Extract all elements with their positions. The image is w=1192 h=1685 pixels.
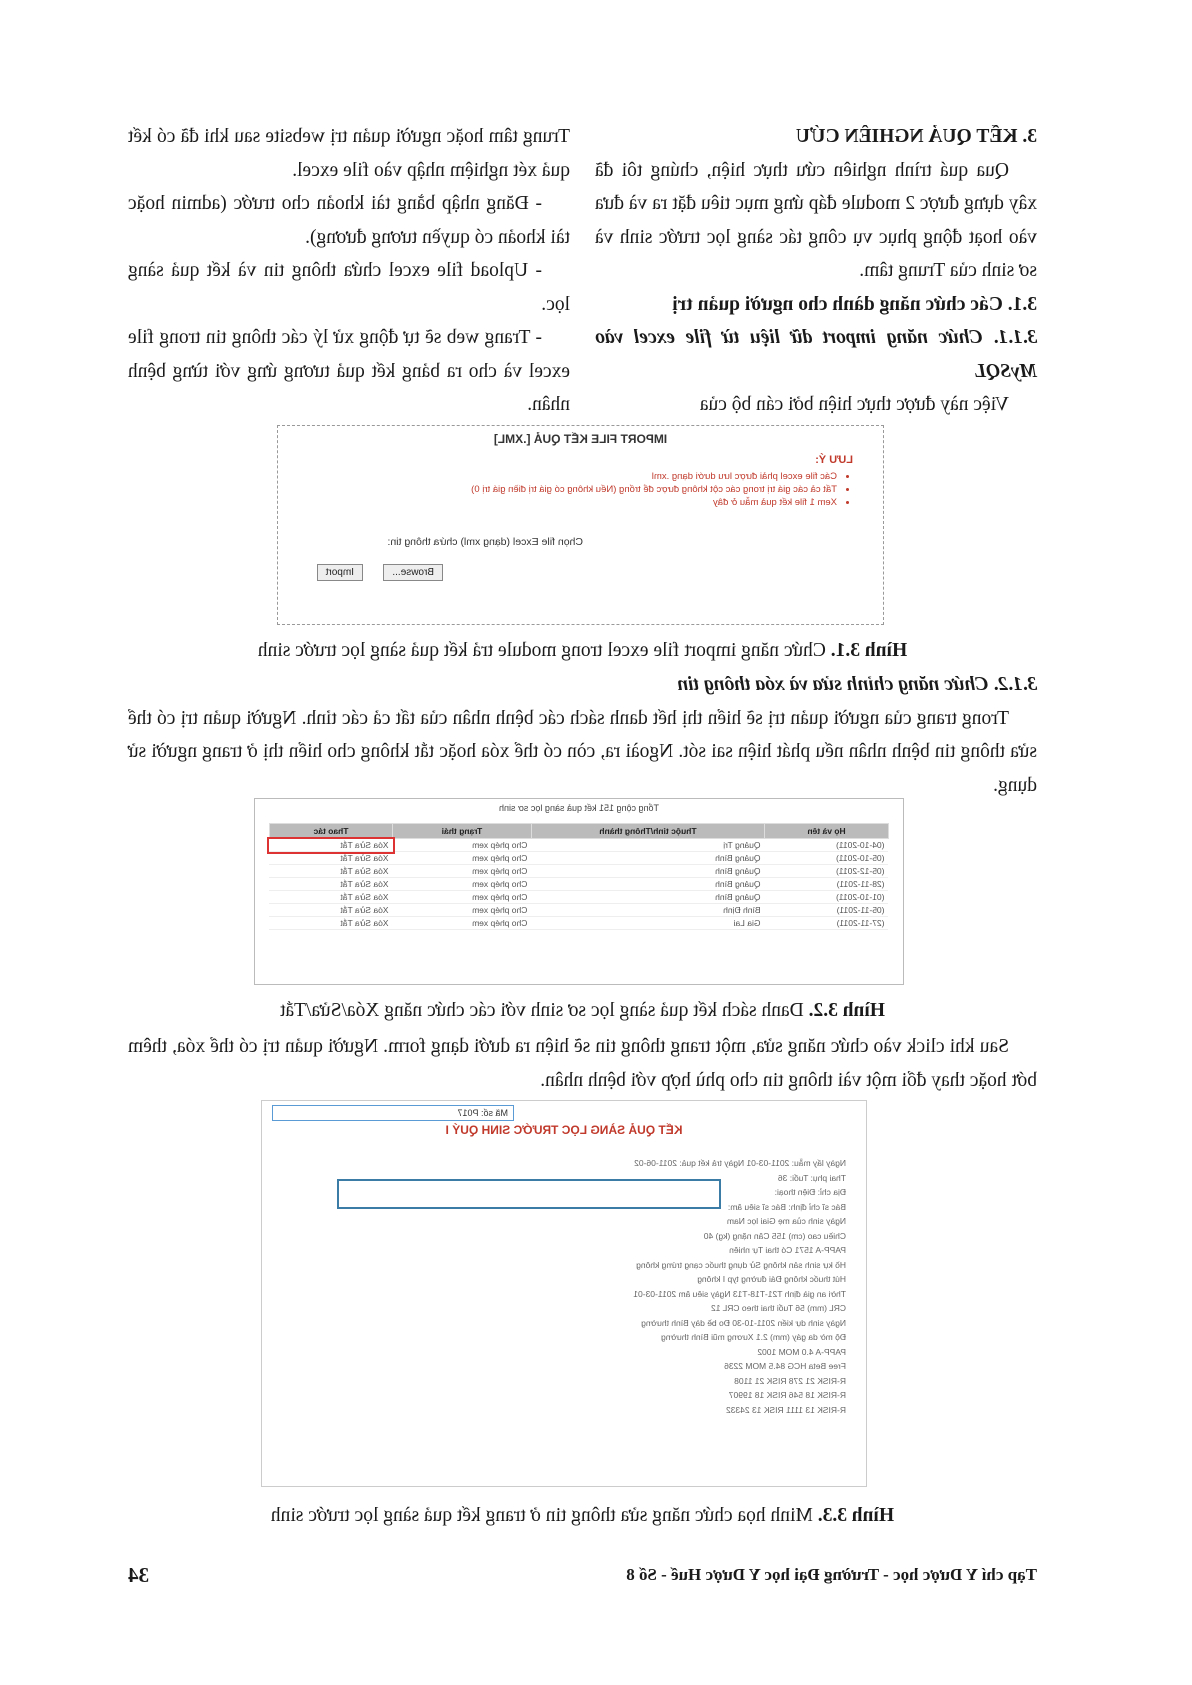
form-row: PAPP-A 1571 Có thai Tự nhiên <box>729 1245 846 1255</box>
figure-caption <box>128 640 1037 662</box>
bullet: - Trang web sẽ tự động xử lý các thông tin trong file excel và cho ra bảng kết quả tương ứng với từng bệnh nhân. <box>128 327 570 415</box>
form-row: Thời an già định T21-T18-T13 Ngày siêu âm 2011-03-01 <box>633 1288 846 1299</box>
column-header: Trạng thái <box>393 824 532 839</box>
cell: Bình Định <box>531 904 764 917</box>
figure-edit-form <box>261 1100 867 1487</box>
form-title: KẾT QUẢ SÀNG LỌC TRƯỚC SINH QUÝ I <box>445 1123 683 1137</box>
caption-text: Minh họa chức năng sửa thông tin ở trang kết quả sàng lọc trước sinh <box>270 1505 818 1526</box>
form-row: Ngày sinh dự kiến 2011-10-30 Đo bề dày Bình thường <box>641 1317 846 1328</box>
form-row: Độ mờ da gáy (mm) 2.1 Xương mũi Bình thường <box>661 1332 846 1342</box>
form-row: Địa chỉ: Điện thoại: <box>774 1187 846 1197</box>
right-column <box>128 120 570 422</box>
subsubsection-heading: 3.1.1. Chức năng import dữ liệu từ file excel vào MySQL <box>595 327 1037 382</box>
import-button[interactable]: Import <box>317 564 363 581</box>
paragraph: Qua quá trình nghiên cứu thực hiện, chúng tôi đã xây dựng được 2 module đáp ứng mục tiêu đặt ra và đưa vào hoạt động phục vụ công tác sàng lọc trước sinh và sơ sinh của Trung tâm. <box>595 159 1037 281</box>
cell: Cho phép xem <box>393 904 532 917</box>
action-cell[interactable]: Xóa Sửa Tắt <box>270 852 393 865</box>
table-row <box>270 891 889 904</box>
cell: (05-11-2011) <box>765 904 889 917</box>
caption-number: Hình 3.3. <box>817 1505 895 1526</box>
form-row: Free Beta HCG 84.5 MOM 2236 <box>724 1361 846 1371</box>
caption-number: Hình 3.2. <box>808 1000 885 1021</box>
browse-button[interactable]: Browse... <box>383 564 443 581</box>
journal-name: Tạp chí Y Dược học - Trường Đại học Y Dược Huế - Số 8 <box>626 1565 1037 1584</box>
section-312 <box>128 668 1037 802</box>
cell: (01-10-2011) <box>765 891 889 904</box>
cell: (05-10-2011) <box>765 852 889 865</box>
section-heading: 3. KẾT QUẢ NGHIÊN CỨU <box>795 126 1037 147</box>
table-row <box>270 917 889 930</box>
caption-number: Hình 3.1. <box>830 640 908 661</box>
left-column <box>595 120 1037 422</box>
cell: Cho phép xem <box>393 839 532 852</box>
action-cell[interactable]: Xóa Sửa Tắt <box>270 891 393 904</box>
figure-patient-list <box>254 798 904 985</box>
paragraph: Trung tâm hoặc người quản trị website sau khi đã có kết quả xét nghiệm nhập vào file excel. <box>128 126 570 181</box>
list-item: • Tất cả các giá trị trong các cột không được để trống (Nếu không có giá trị điền giá trị 0) <box>471 483 837 496</box>
caption-text: Danh sách kết quả sàng lọc sơ sinh với các chức năng Xóa/Sửa/Tắt <box>280 1000 809 1021</box>
form-row: R-RISK 21 278 RISK 21 1108 <box>734 1375 846 1386</box>
note-label: LƯU Ý: <box>815 454 853 466</box>
cell: Cho phép xem <box>393 917 532 930</box>
column-header: Thao tác <box>270 824 393 839</box>
action-cell[interactable]: Xóa Sửa Tắt <box>270 865 393 878</box>
table-row <box>270 839 889 852</box>
cell: (28-11-2011) <box>765 878 889 891</box>
form-row: Ngày sinh của mẹ Giai lọc Nam <box>726 1216 846 1226</box>
code-field[interactable]: Mã số: P017 <box>272 1105 514 1121</box>
form-row: Chiều cao (cm) 155 Cân nặng (kg) 40 <box>703 1230 846 1241</box>
table-row <box>270 904 889 917</box>
list-item: • Các file excel phải được lưu dưới dạng .xml <box>471 470 837 483</box>
form-row: Hút thuốc không Đái đường typ I không <box>697 1274 846 1284</box>
paragraph-block <box>128 1030 1037 1097</box>
subsection-heading: 3.1. Các chức năng dành cho người quản trị <box>672 293 1037 315</box>
paragraph: Sau khi click vào chức năng sửa, một trang thông tin sẽ hiện ra dưới dạng form. Người quản trị có thể xóa, thêm bớt hoặc thay đổi một vài thông tin cho phù hợp với bệnh nhân. <box>128 1036 1037 1091</box>
cell: Gia Lai <box>531 917 764 930</box>
page-number: 34 <box>128 1563 149 1587</box>
figure-caption <box>128 1000 1037 1022</box>
list-item: • Xem 1 file kết quả mẫu ở đây <box>471 496 837 509</box>
note-list <box>471 470 853 509</box>
cell: Quảng Bình <box>531 865 764 878</box>
cell: (05-12-2011) <box>765 865 889 878</box>
caption-text: Chức năng import file excel trong module trả kết quả sàng lọc trước sinh <box>257 640 831 661</box>
form-row: PAPP-A 4.0 MOM 1002 <box>757 1346 846 1357</box>
subsubsection-heading: 3.1.2. Chức năng chỉnh sửa và xóa thông tin <box>677 674 1037 695</box>
cell: (27-11-2011) <box>765 917 889 930</box>
patient-table <box>269 823 889 930</box>
table-caption: Tổng cộng 151 kết quả sàng lọc sơ sinh <box>499 803 660 813</box>
choose-file-label: Chọn file Excel (dạng xml) chứa thông tin: <box>387 536 583 548</box>
figure-import-screenshot <box>277 425 884 625</box>
form-row: R-RISK 13 1111 RISK 13 24332 <box>725 1404 846 1415</box>
form-row: CRL (mm) 56 Tuổi thai theo CRL 12 <box>711 1303 846 1313</box>
cell: Cho phép xem <box>393 891 532 904</box>
cell: Quảng Bình <box>531 878 764 891</box>
table-header-row <box>270 824 889 839</box>
form-row: Ngày lấy mẫu: 2011-03-01 Ngày trả kết quả: 2011-06-02 <box>634 1158 846 1168</box>
cell: (04-10-2011) <box>765 839 889 852</box>
column-header: Thuộc tỉnh/Thông thành <box>531 824 764 839</box>
table-row <box>270 878 889 891</box>
action-cell[interactable]: Xóa Sửa Tắt <box>270 839 393 852</box>
cell: Cho phép xem <box>393 865 532 878</box>
action-cell[interactable]: Xóa Sửa Tắt <box>270 917 393 930</box>
cell: Cho phép xem <box>393 878 532 891</box>
form-row: Thai phụ: Tuổi: 36 <box>777 1172 846 1183</box>
form-row: R-RISK 18 546 RISK 18 19907 <box>728 1390 846 1400</box>
table-row <box>270 865 889 878</box>
figure-title: IMPORT FILE KẾT QUẢ [.XML] <box>493 432 668 446</box>
figure-caption <box>128 1505 1037 1527</box>
cell: Quảng Bình <box>531 891 764 904</box>
column-header: Họ và tên <box>765 824 889 839</box>
action-cell[interactable]: Xóa Sửa Tắt <box>270 904 393 917</box>
cell: Cho phép xem <box>393 852 532 865</box>
table-row <box>270 852 889 865</box>
bullet: - Upload file excel chứa thông tin và kết quả sàng lọc. <box>128 260 570 315</box>
form-row: Bác sĩ chỉ định: Bác sĩ siêu âm: <box>727 1201 846 1212</box>
bullet: - Đăng nhập bằng tài khoản cho trước (admin hoặc tài khoản có quyền tương đương). <box>128 193 570 248</box>
form-rows <box>281 1156 846 1417</box>
paragraph: Việc này được thực hiện bởi cán bộ của <box>699 394 1009 415</box>
paragraph: Trong trang của người quản trị sẽ hiển thị hết danh sách các bệnh nhân của tất cả các tỉnh. Người quản trị có thể sửa thông tin bệnh nhân nếu phát hiện sai sót. Ngoài ra, còn có thể xóa hoặc tắt không cho hiển thị ở trang người sử dụng. <box>128 707 1037 796</box>
form-row: Hồ kự sinh sản không Sử dụng thuốc cạng trứng không <box>636 1259 846 1270</box>
cell: Quảng Trị <box>531 839 764 852</box>
action-cell[interactable]: Xóa Sửa Tắt <box>270 878 393 891</box>
cell: Quảng Bình <box>531 852 764 865</box>
